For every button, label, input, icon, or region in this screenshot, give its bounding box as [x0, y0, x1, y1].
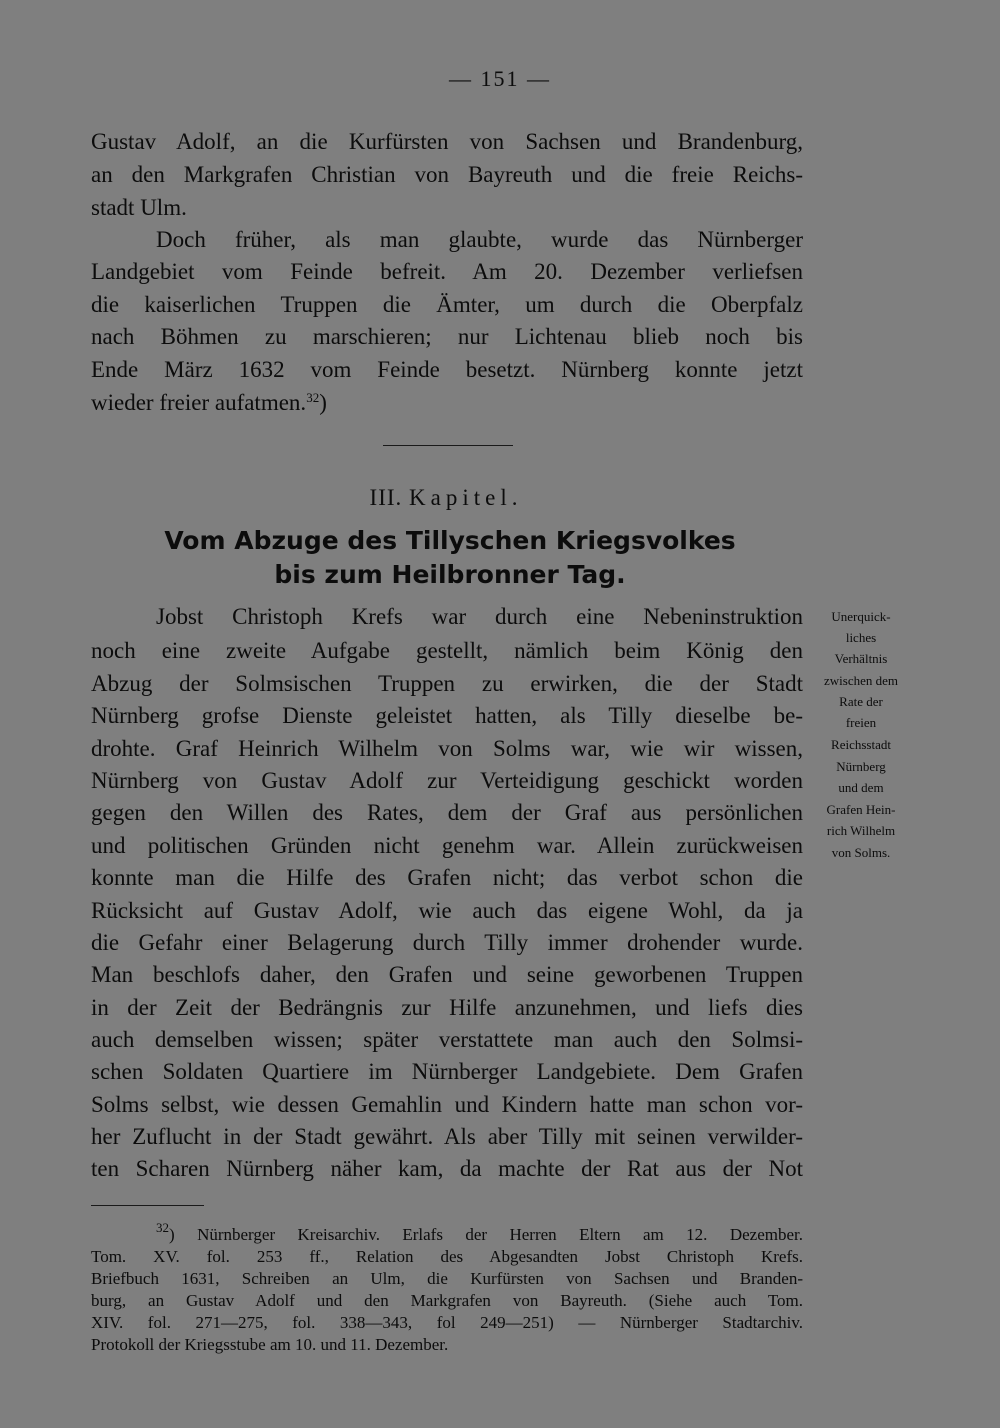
text-line: her Zuflucht in der Stadt gewährt. Als aber Tilly mit seinen verwilder-: [91, 1124, 803, 1149]
section-divider: [383, 445, 513, 446]
text-line: Solms selbst, wie dessen Gemahlin und Kindern hatte man schon vor-: [91, 1092, 803, 1117]
footnote-text: ) Nürnberger Kreisarchiv. Erlafs der Herren Eltern am 12. Dezember.: [169, 1225, 803, 1244]
footnote-line: [156, 1220, 803, 1245]
marginal-note-line: liches: [845, 630, 877, 645]
marginal-note-line: Reichsstadt: [831, 737, 891, 752]
text-line: Jobst Christoph Krefs war durch eine Nebeninstruktion: [156, 604, 803, 629]
marginal-note-line: von Solms.: [831, 845, 891, 860]
text-line: schen Soldaten Quartiere im Nürnberger Landgebiete. Dem Grafen: [91, 1059, 803, 1084]
text-line: und politischen Gründen nicht genehm war. Allein zurückweisen: [91, 833, 803, 858]
text-line: [91, 389, 803, 417]
marginal-note-line: zwischen dem: [823, 673, 898, 688]
chapter-number: [0, 485, 892, 511]
marginal-note-line: und dem: [838, 780, 884, 795]
marginal-note-line: Nürnberg: [836, 759, 886, 774]
text-line: nach Böhmen zu marschieren; nur Lichtenau blieb noch bis: [91, 324, 803, 349]
text-line: stadt Ulm.: [91, 195, 187, 220]
text-line: gegen den Willen des Rates, dem der Graf aus persönlichen: [91, 800, 803, 825]
text-line: in der Zeit der Bedrängnis zur Hilfe anzunehmen, und liefs dies: [91, 995, 803, 1020]
footnote-line: Protokoll der Kriegsstube am 10. und 11. Dezember.: [91, 1335, 449, 1354]
footnote-line: XIV. fol. 271—275, fol. 338—343, fol 249—251) — Nürnberger Stadtarchiv.: [91, 1313, 803, 1332]
text-line: Nürnberg grofse Dienste geleistet hatten, als Tilly dieselbe be-: [91, 703, 803, 728]
text-line: Ende März 1632 vom Feinde besetzt. Nürnberg konnte jetzt: [91, 357, 803, 382]
marginal-note-line: Grafen Hein-: [826, 802, 896, 817]
chapter-title: bis zum Heilbronner Tag.: [274, 560, 626, 589]
text-line: konnte man die Hilfe des Grafen nicht; das verbot schon die: [91, 865, 803, 890]
text-line: Landgebiet vom Feinde befreit. Am 20. Dezember verliefsen: [91, 259, 803, 284]
text-line: Nürnberg von Gustav Adolf zur Verteidigung geschickt worden: [91, 768, 803, 793]
marginal-note-line: rich Wilhelm: [826, 823, 896, 838]
text-line: an den Markgrafen Christian von Bayreuth und die freie Reichs-: [91, 162, 803, 187]
text-line: Doch früher, als man glaubte, wurde das Nürnberger: [156, 227, 803, 252]
chapter-word: Kapitel.: [409, 485, 523, 510]
marginal-note-line: Verhältnis: [834, 651, 888, 666]
closing-paren: ): [319, 390, 327, 415]
chapter-title: Vom Abzuge des Tillyschen Kriegsvolkes: [164, 526, 736, 555]
marginal-note-line: Rate der: [839, 694, 883, 709]
text-line: auch demselben wissen; später verstattete man auch den Solmsi-: [91, 1027, 803, 1052]
text-span: wieder freier aufatmen.: [91, 390, 307, 415]
page-number: — 151 —: [449, 66, 551, 91]
footnote-reference[interactable]: 32: [306, 390, 320, 405]
chapter-roman: III.: [369, 485, 403, 510]
text-line: Abzug der Solmsischen Truppen zu erwirken, die der Stadt: [91, 671, 803, 696]
text-line: ten Scharen Nürnberg näher kam, da machte der Rat aus der Not: [91, 1156, 803, 1181]
footnote-line: burg, an Gustav Adolf und den Markgrafen von Bayreuth. (Siehe auch Tom.: [91, 1291, 803, 1310]
footnote-marker: 32: [156, 1220, 169, 1235]
marginal-note-line: Unerquick-: [831, 609, 891, 624]
text-line: die kaiserlichen Truppen die Ämter, um durch die Oberpfalz: [91, 292, 803, 317]
text-line: Man beschlofs daher, den Grafen und seine geworbenen Truppen: [91, 962, 803, 987]
footnote-line: Briefbuch 1631, Schreiben an Ulm, die Kurfürsten von Sachsen und Branden-: [91, 1269, 803, 1288]
footnote-divider: [91, 1205, 204, 1206]
text-line: drohte. Graf Heinrich Wilhelm von Solms war, wie wir wissen,: [91, 736, 803, 761]
text-line: die Gefahr einer Belagerung durch Tilly immer drohender wurde.: [91, 930, 803, 955]
text-line: Rücksicht auf Gustav Adolf, wie auch das eigene Wohl, da ja: [91, 898, 803, 923]
footnote-line: Tom. XV. fol. 253 ff., Relation des Abgesandten Jobst Christoph Krefs.: [91, 1247, 803, 1266]
text-line: noch eine zweite Aufgabe gestellt, nämlich beim König den: [91, 638, 803, 663]
text-line: Gustav Adolf, an die Kurfürsten von Sachsen und Brandenburg,: [91, 129, 803, 154]
marginal-note-line: freien: [845, 715, 877, 730]
